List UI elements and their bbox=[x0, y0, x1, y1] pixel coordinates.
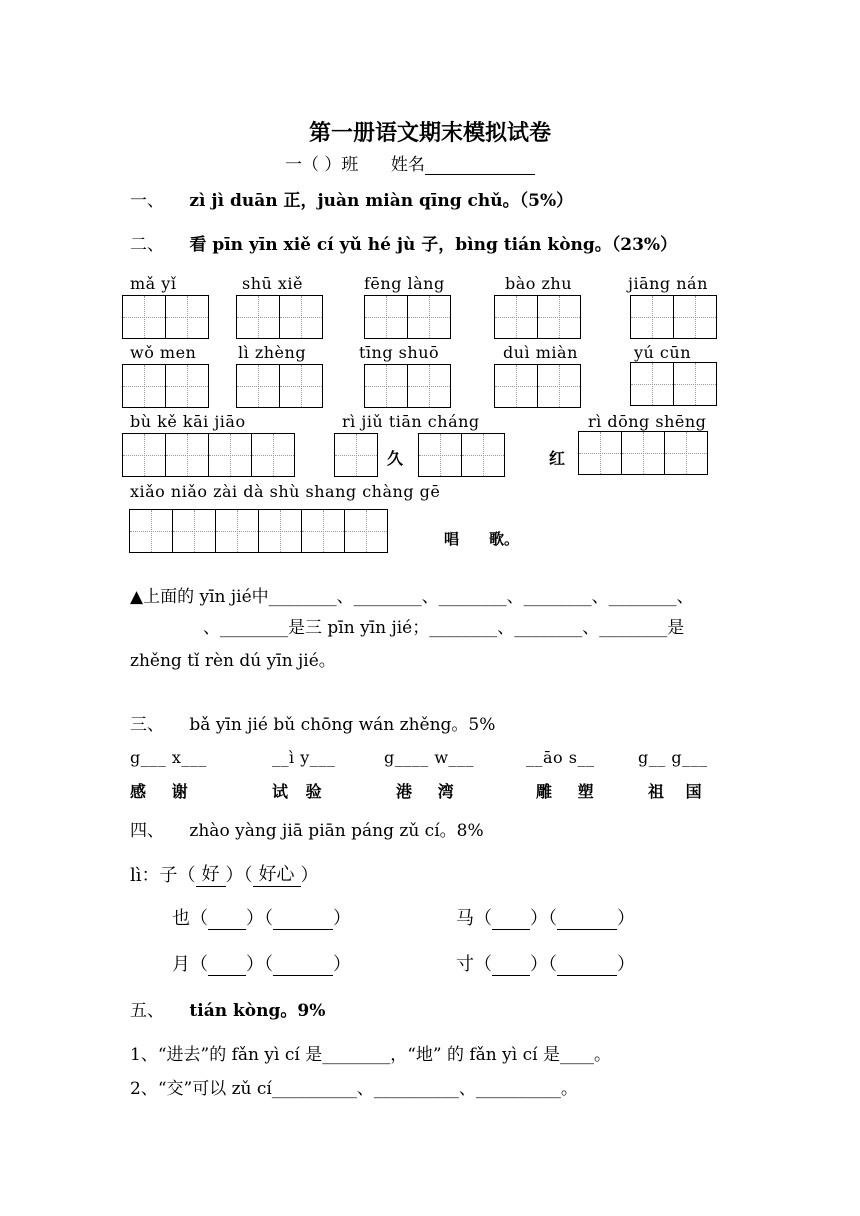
radical-item-1: 也（ ）（ ） bbox=[172, 908, 351, 929]
fill-blank-1[interactable]: g___ x___ bbox=[130, 748, 207, 767]
pinyin-2-1: wǒ men bbox=[130, 343, 197, 362]
fill-blank-4[interactable]: __āo s__ bbox=[526, 748, 595, 767]
name-label: 姓名 bbox=[390, 155, 425, 175]
grid-cell[interactable] bbox=[621, 431, 665, 475]
note-line-2: 、________是三 pīn yīn jié；________、________、________是 bbox=[203, 618, 685, 638]
word-3: 港 湾 bbox=[396, 782, 454, 801]
name-blank[interactable] bbox=[425, 158, 535, 175]
grid-cell[interactable] bbox=[494, 364, 538, 408]
answer-blank[interactable] bbox=[273, 975, 333, 976]
write-grid[interactable] bbox=[122, 295, 209, 339]
grid-cell[interactable] bbox=[334, 433, 378, 477]
grid-cell[interactable] bbox=[279, 295, 323, 339]
write-grid[interactable] bbox=[122, 433, 295, 477]
section-1-number: 一、 bbox=[130, 191, 164, 211]
section-1-text: zì jì duān 正，juàn miàn qīng chǔ。（5%） bbox=[189, 191, 574, 211]
radical-char: 也 bbox=[172, 908, 190, 929]
pinyin-2-4: duì miàn bbox=[503, 343, 578, 362]
section-2 bbox=[130, 230, 677, 255]
grid-cell[interactable] bbox=[407, 364, 451, 408]
fill-blank-2[interactable]: __ì y___ bbox=[272, 748, 336, 767]
write-grid[interactable] bbox=[236, 295, 323, 339]
grid-cell[interactable] bbox=[236, 364, 280, 408]
grid-cell[interactable] bbox=[279, 364, 323, 408]
section-5 bbox=[130, 996, 325, 1021]
word-4: 雕 塑 bbox=[536, 782, 594, 801]
write-grid[interactable] bbox=[236, 364, 323, 408]
example-mid: ）（ bbox=[225, 865, 253, 886]
grid-cell[interactable] bbox=[165, 295, 209, 339]
answer-blank[interactable] bbox=[492, 929, 530, 930]
note-line-3: zhěng tǐ rèn dú yīn jié。 bbox=[130, 651, 336, 671]
pinyin-4: xiǎo niǎo zài dà shù shang chàng gē bbox=[130, 482, 441, 501]
grid-cell[interactable] bbox=[630, 295, 674, 339]
write-grid[interactable] bbox=[578, 431, 708, 475]
write-grid[interactable] bbox=[630, 295, 717, 339]
pinyin-3-2: rì jiǔ tiān cháng bbox=[342, 412, 480, 431]
write-grid[interactable] bbox=[122, 364, 209, 408]
grid-cell[interactable] bbox=[630, 362, 674, 406]
grid-cell[interactable] bbox=[258, 509, 302, 553]
note-line-1: ▲上面的 yīn jié中________、________、________、________、________、 bbox=[130, 587, 694, 607]
section-3 bbox=[130, 710, 495, 735]
radical-char: 寸 bbox=[456, 954, 474, 975]
grid-cell[interactable] bbox=[236, 295, 280, 339]
section-5-number: 五、 bbox=[130, 1001, 164, 1021]
section-4-number: 四、 bbox=[130, 821, 164, 841]
grid-cell[interactable] bbox=[122, 364, 166, 408]
pinyin-1-2: shū xiě bbox=[242, 274, 304, 293]
section-5-text: tián kòng。9% bbox=[189, 1001, 326, 1021]
section-4-text: zhào yàng jiā piān páng zǔ cí。8% bbox=[189, 821, 484, 841]
example-end: ） bbox=[300, 865, 319, 886]
word-1: 感 谢 bbox=[130, 782, 188, 801]
radical-item-4: 寸（ ）（ ） bbox=[456, 954, 635, 975]
grid-cell[interactable] bbox=[251, 433, 295, 477]
pinyin-1-4: bào zhu bbox=[505, 274, 573, 293]
pinyin-3-3: rì dōng shēng bbox=[588, 412, 707, 431]
write-grid[interactable] bbox=[630, 362, 717, 406]
pinyin-2-2: lì zhèng bbox=[238, 343, 307, 362]
pinyin-3-1: bù kě kāi jiāo bbox=[130, 412, 246, 431]
grid-cell[interactable] bbox=[673, 295, 717, 339]
grid-cell[interactable] bbox=[537, 364, 581, 408]
section-2-number: 二、 bbox=[130, 235, 164, 255]
example-prefix: lì：子（ bbox=[130, 865, 196, 886]
grid-cell[interactable] bbox=[301, 509, 345, 553]
section-4 bbox=[130, 816, 484, 841]
grid-cell[interactable] bbox=[208, 433, 252, 477]
grid-cell[interactable] bbox=[215, 509, 259, 553]
pinyin-2-3: tīng shuō bbox=[359, 343, 440, 362]
grid-cell[interactable] bbox=[344, 509, 388, 553]
section-3-number: 三、 bbox=[130, 715, 164, 735]
pinyin-1-5: jiāng nán bbox=[628, 274, 708, 293]
grid-cell[interactable] bbox=[122, 433, 166, 477]
page-title: 第一册语文期末模拟试卷 bbox=[308, 120, 551, 146]
grid-cell[interactable] bbox=[165, 433, 209, 477]
grid-cell[interactable] bbox=[129, 509, 173, 553]
grid-cell[interactable] bbox=[537, 295, 581, 339]
answer-blank[interactable] bbox=[557, 975, 617, 976]
answer-blank[interactable] bbox=[208, 929, 246, 930]
write-grid[interactable] bbox=[418, 433, 505, 477]
class-label: 一（ ）班 bbox=[285, 155, 359, 175]
pinyin-1-1: mǎ yǐ bbox=[130, 274, 177, 293]
grid-cell[interactable] bbox=[165, 364, 209, 408]
section-3-text: bǎ yīn jié bǔ chōng wán zhěng。5% bbox=[189, 715, 496, 735]
section-1 bbox=[130, 186, 573, 211]
radical-item-2: 马（ ）（ ） bbox=[456, 908, 635, 929]
grid-cell[interactable] bbox=[122, 295, 166, 339]
question-1: 1、“进去”的 fǎn yì cí 是________，“地” 的 fǎn yì cí 是____。 bbox=[130, 1045, 611, 1065]
radical-item-3: 月（ ）（ ） bbox=[172, 954, 351, 975]
grid-cell[interactable] bbox=[172, 509, 216, 553]
section-2-text: 看 pīn yīn xiě cí yǔ hé jù 子，bìng tián kòng。（23%） bbox=[189, 235, 678, 255]
pinyin-1-3: fēng làng bbox=[364, 274, 445, 293]
write-grid[interactable] bbox=[494, 295, 581, 339]
grid-cell[interactable] bbox=[407, 295, 451, 339]
write-grid[interactable] bbox=[334, 433, 378, 477]
write-grid[interactable] bbox=[129, 509, 388, 553]
answer-blank[interactable] bbox=[208, 975, 246, 976]
grid-cell[interactable] bbox=[418, 433, 462, 477]
grid-cell[interactable] bbox=[664, 431, 708, 475]
answer-blank[interactable] bbox=[273, 929, 333, 930]
fill-blank-5[interactable]: g__ g___ bbox=[638, 748, 708, 767]
given-chars-changge: 唱 歌。 bbox=[444, 530, 520, 548]
given-char-jiu: 久 bbox=[387, 449, 404, 468]
radical-char: 马 bbox=[456, 908, 474, 929]
pinyin-2-5: yú cūn bbox=[634, 343, 691, 362]
answer-blank[interactable] bbox=[557, 929, 617, 930]
example-answer-a: 好 bbox=[196, 860, 226, 887]
example-answer-b: 好心 bbox=[253, 860, 301, 887]
word-2: 试 验 bbox=[272, 782, 322, 801]
grid-cell[interactable] bbox=[461, 433, 505, 477]
write-grid[interactable] bbox=[364, 364, 451, 408]
radical-char: 月 bbox=[172, 954, 190, 975]
fill-blank-3[interactable]: g____ w___ bbox=[384, 748, 475, 767]
grid-cell[interactable] bbox=[578, 431, 622, 475]
write-grid[interactable] bbox=[494, 364, 581, 408]
class-name-line bbox=[285, 150, 535, 175]
grid-cell[interactable] bbox=[494, 295, 538, 339]
example-line bbox=[130, 860, 319, 887]
write-grid[interactable] bbox=[364, 295, 451, 339]
grid-cell[interactable] bbox=[364, 364, 408, 408]
word-5: 祖 国 bbox=[648, 782, 702, 801]
grid-cell[interactable] bbox=[673, 362, 717, 406]
answer-blank[interactable] bbox=[492, 975, 530, 976]
question-2: 2、“交”可以 zǔ cí__________、__________、__________。 bbox=[130, 1079, 578, 1099]
grid-cell[interactable] bbox=[364, 295, 408, 339]
given-char-hong: 红 bbox=[549, 449, 566, 468]
